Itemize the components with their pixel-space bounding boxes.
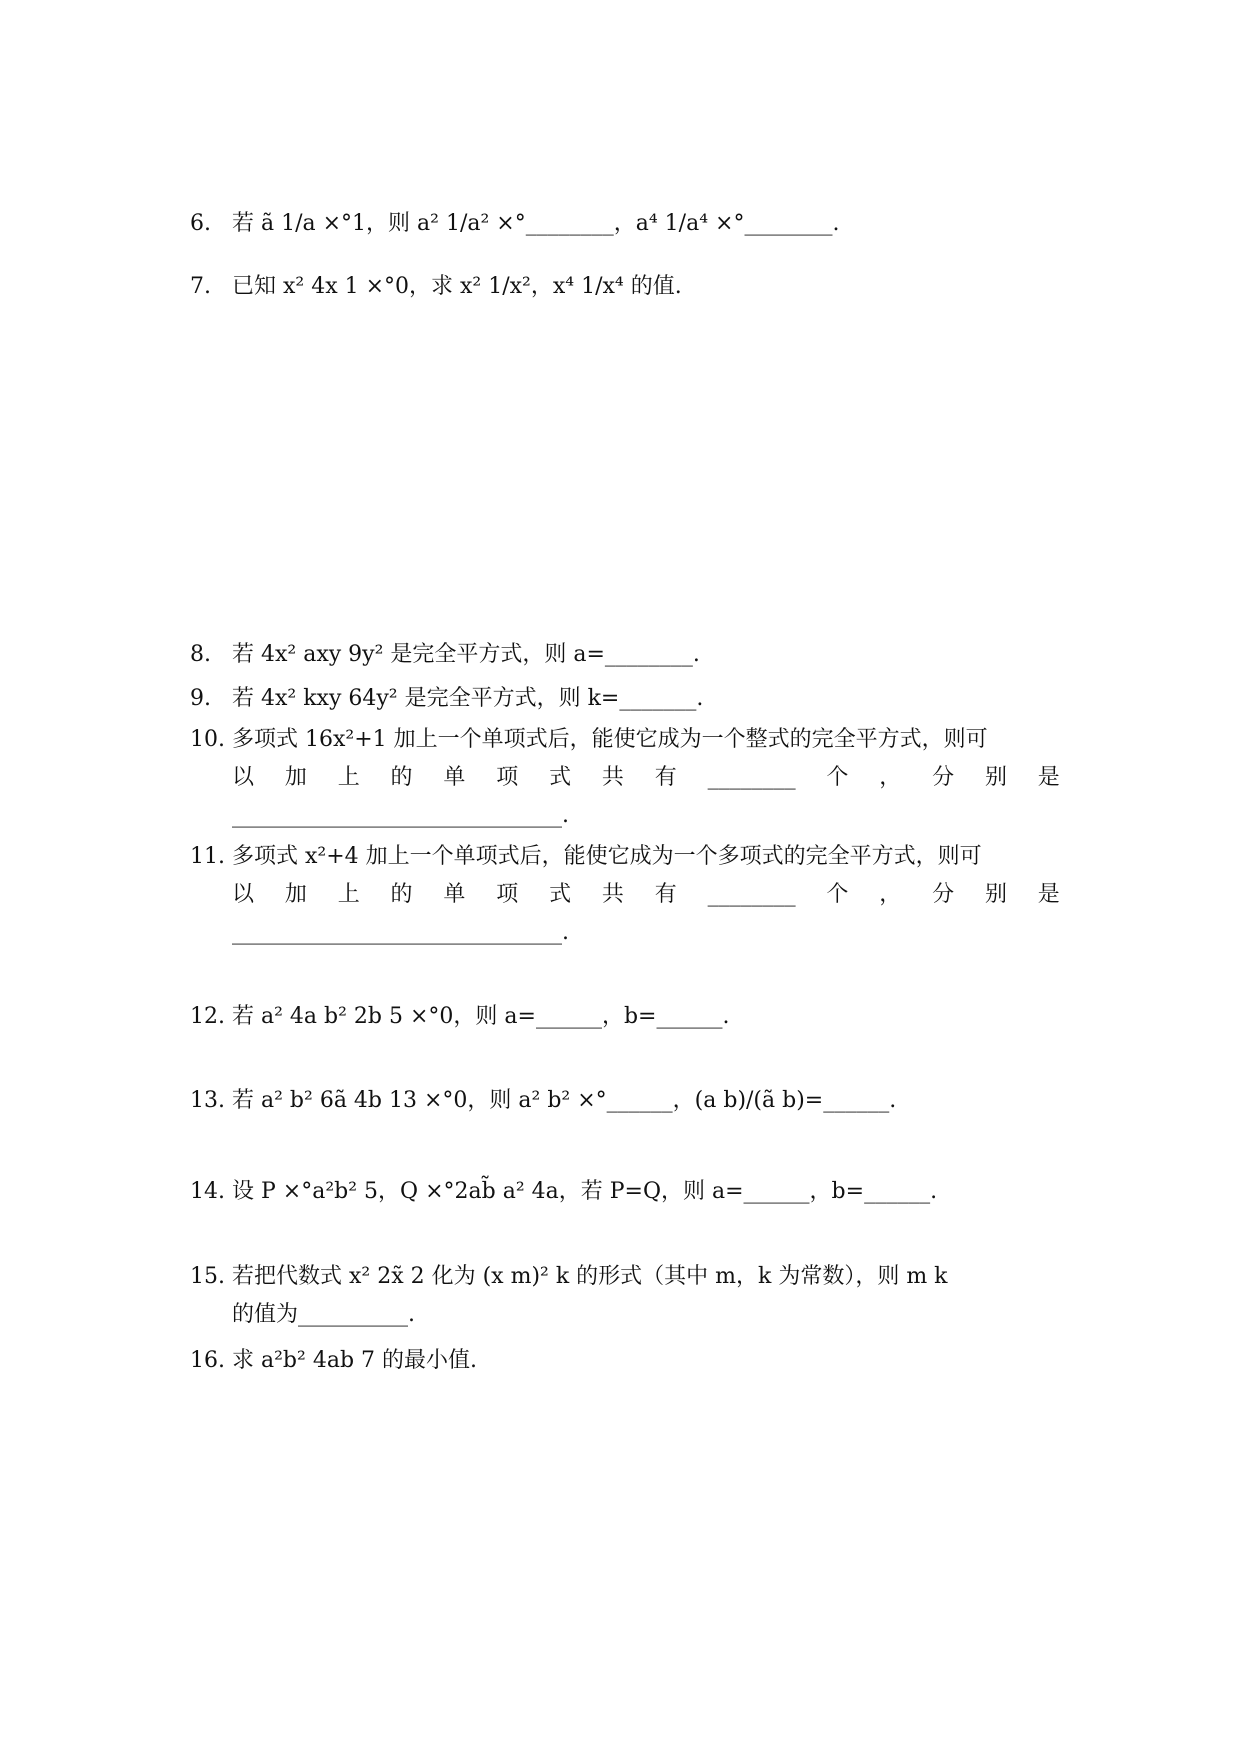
question-number: 13.	[190, 1088, 225, 1113]
question-text-line-1: 若把代数式 x² 2x̃ 2 化为 (x m)² k 的形式（其中 m，k 为常数），则 m k	[232, 1264, 948, 1289]
question-number: 6.	[190, 211, 211, 236]
question-15	[190, 1262, 1060, 1342]
question-text: 已知 x² 4x 1 ×°0，求 x² 1/x²，x⁴ 1/x⁴ 的值.	[232, 274, 682, 299]
question-text-line-3: ______________________________.	[232, 803, 569, 828]
question-number: 7.	[190, 274, 211, 299]
question-text: 求 a²b² 4ab 7 的最小值.	[232, 1348, 477, 1373]
question-number: 10.	[190, 727, 225, 752]
question-number: 16.	[190, 1348, 225, 1373]
question-number: 12.	[190, 1004, 225, 1029]
question-text-line-3: ______________________________.	[232, 920, 569, 945]
question-text-line-1: 多项式 16x²+1 加上一个单项式后，能使它成为一个整式的完全平方式，则可	[232, 727, 988, 752]
question-text: 设 P ×°a²b² 5，Q ×°2ab̃ a² 4a，若 P=Q，则 a=______，b=______.	[232, 1179, 938, 1204]
question-text-line-1: 多项式 x²+4 加上一个单项式后，能使它成为一个多项式的完全平方式，则可	[232, 844, 982, 869]
question-11	[190, 842, 1060, 962]
question-text: 若 4x² kxy 64y² 是完全平方式，则 k=_______.	[232, 686, 704, 711]
question-text-line-2: 以 加 上 的 单 项 式 共 有 ________ 个 ， 分 别 是	[232, 882, 1060, 907]
question-text: 若 a² 4a b² 2b 5 ×°0，则 a=______，b=______.	[232, 1004, 730, 1029]
question-text: 若 ã 1/a ×°1，则 a² 1/a² ×°________，a⁴ 1/a⁴ ×°________.	[232, 211, 840, 236]
question-10	[190, 725, 1060, 845]
question-text-line-2: 以 加 上 的 单 项 式 共 有 ________ 个 ， 分 别 是	[232, 765, 1060, 790]
question-number: 9.	[190, 686, 211, 711]
question-number: 8.	[190, 642, 211, 667]
question-number: 15.	[190, 1264, 225, 1289]
question-text: 若 a² b² 6ã 4b 13 ×°0，则 a² b² ×°______，(a b)/(ã b)=______.	[232, 1088, 897, 1113]
question-text: 若 4x² axy 9y² 是完全平方式，则 a=________.	[232, 642, 700, 667]
question-text-line-2: 的值为__________.	[232, 1302, 415, 1327]
question-number: 11.	[190, 844, 225, 869]
question-number: 14.	[190, 1179, 225, 1204]
